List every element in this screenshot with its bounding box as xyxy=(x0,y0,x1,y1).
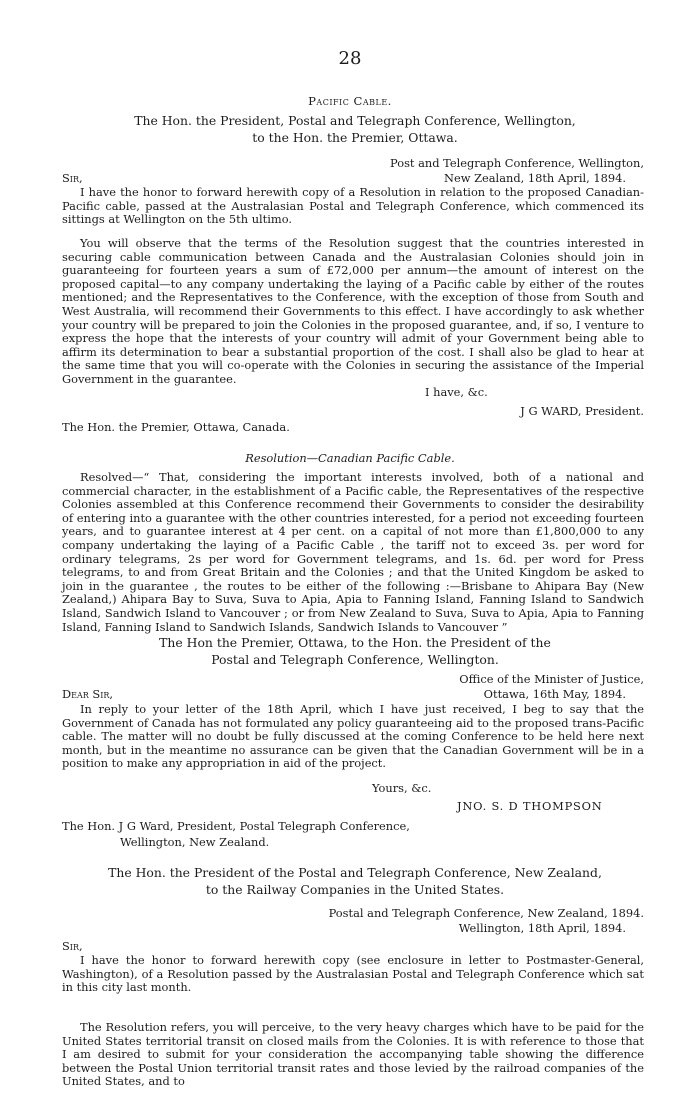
letter1-signature: J G WARD, President. xyxy=(520,404,644,418)
letter2-closing: Yours, &c. xyxy=(372,781,432,795)
letter1-paragraph-2: You will observe that the terms of the Resolution suggest that the countries interested in securing cable communication between Canada and the Australasian Colonies should join in guaranteeing for fourteen years a sum of £72,000 per annum—the amount of interest on the proposed capital—to any company undertaking the laying of a Pacific cable by either of the routes mentioned; and the Representatives to the Conference, with the exception of those from South and West Australia, will recommend their Governments to this effect. I have accordingly to ask whether your country will be prepared to join the Colonies in the proposed guarantee, and, if so, I venture to express the hope that the interests of your country will admit of your Government being able to affirm its determination to bear a substantial proportion of the cost. I shall also be glad to hear at the same time that you will co-operate with the Colonies in securing the assistance of the Imperial Government in the guarantee. xyxy=(62,236,644,386)
resolution-text: Resolved—“ That, considering the important interests involved, both of a national and commercial character, in the establishment of a Pacific cable, the Representatives of the respective Colonies assembled at this Conference recommend their Governments to consider the desirability of entering into a guarantee with the other countries interested, for a period not exceeding fourteen years, and to guarantee interest at 4 per cent. on a capital of not more than £1,800,000 to any company undertaking the laying of a Pacific Cable , the tariff not to exceed 3s. per word for ordinary telegrams, 2s per word for Government telegrams, and 1s. 6d. per word for Press telegrams, to and from Great Britain and the Colonies ; and that the United Kingdom be asked to join in the guarantee , the routes to be either of the following :—Brisbane to Ahipara Bay (New Zealand,) Ahipara Bay to Suva, Suva to Apia, Apia to Fanning Island, Fanning Island to Sandwich Island, Sandwich Island to Vancouver ; or from New Zealand to Suva, Suva to Apia, Apia to Fanning Island, Fanning Island to Sandwich Islands, Sandwich Islands to Vancouver ” xyxy=(62,470,644,634)
letter3-heading-line1: The Hon. the President of the Postal and Telegraph Conference, New Zealand, xyxy=(108,865,602,880)
letter3-heading-line2: to the Railway Companies in the United States. xyxy=(205,882,505,897)
letter3-address-line1: Postal and Telegraph Conference, New Zealand, 1894. xyxy=(328,906,644,920)
letter1-address-line2: New Zealand, 18th April, 1894. xyxy=(444,171,626,185)
letter1-address-line1: Post and Telegraph Conference, Wellington, xyxy=(390,156,644,170)
letter2-heading-line1: The Hon the Premier, Ottawa, to the Hon. the President of the xyxy=(159,635,551,650)
letter3-salutation: Sir, xyxy=(62,939,83,953)
letter2-paragraph-1: In reply to your letter of the 18th April, which I have just received, I beg to say that the Government of Canada has not formulated any policy guaranteeing aid to the proposed trans-Pacific cable. The matter will no doubt be fully discussed at the coming Conference to be held here next month, but in the meantime no assurance can be given that the Canadian Government will be in a position to make any appropriation in aid of the project. xyxy=(62,702,644,771)
resolution-title: Resolution—Canadian Pacific Cable. xyxy=(245,451,455,465)
letter3-paragraph-1: I have the honor to forward herewith copy (see enclosure in letter to Postmaster-General, Washington), of a Resolution passed by the Australasian Postal and Telegraph Conference which sat in this city last month. xyxy=(62,953,644,995)
letter2-addressee-line1: The Hon. J G Ward, President, Postal Telegraph Conference, xyxy=(62,819,410,833)
letter1-addressee: The Hon. the Premier, Ottawa, Canada. xyxy=(62,420,290,434)
letter2-signature: JNO. S. D THOMPSON xyxy=(457,799,603,813)
section-title: Pacific Cable. xyxy=(308,94,392,108)
letter1-paragraph-1: I have the honor to forward herewith copy of a Resolution in relation to the proposed Canadian-Pacific cable, passed at the Australasian Postal and Telegraph Conference, which commenced its sittings at Wellington on the 5th ultimo. xyxy=(62,185,644,227)
letter1-heading-line1: The Hon. the President, Postal and Telegraph Conference, Wellington, xyxy=(134,113,576,128)
letter1-heading-line2: to the Hon. the Premier, Ottawa. xyxy=(252,130,458,145)
page-number: 28 xyxy=(338,48,362,69)
letter2-address-line1: Office of the Minister of Justice, xyxy=(459,672,644,686)
letter1-salutation: Sir, xyxy=(62,171,83,185)
letter3-address-line2: Wellington, 18th April, 1894. xyxy=(458,921,626,935)
letter3-paragraph-2: The Resolution refers, you will perceive, to the very heavy charges which have to be paid for the United States territorial transit on closed mails from the Colonies. It is with reference to those that I am desired to submit for your consideration the accompanying table showing the difference between the Postal Union territorial transit rates and those levied by the railroad companies of the United States, and to xyxy=(62,1020,644,1089)
letter1-closing: I have, &c. xyxy=(425,385,488,399)
letter2-heading-line2: Postal and Telegraph Conference, Wellington. xyxy=(211,652,499,667)
letter2-addressee-line2: Wellington, New Zealand. xyxy=(120,835,270,849)
letter2-salutation: Dear Sir, xyxy=(62,687,114,701)
letter2-address-line2: Ottawa, 16th May, 1894. xyxy=(483,687,626,701)
